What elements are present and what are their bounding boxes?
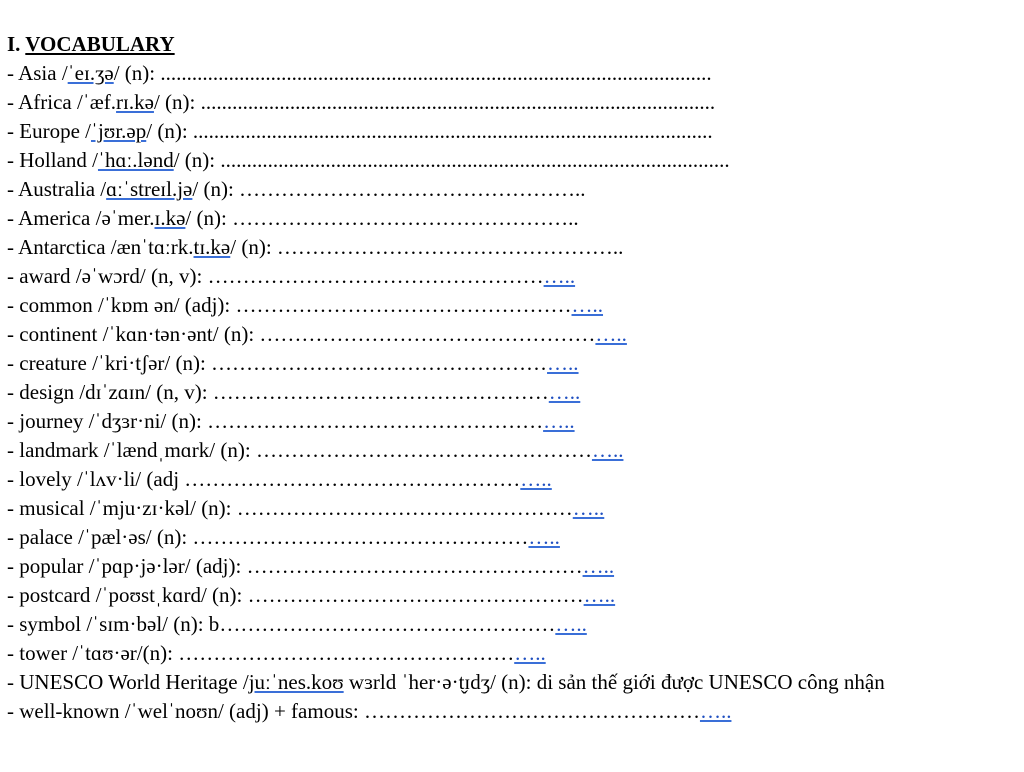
section-heading — [7, 30, 997, 59]
entry-dots-underlined: ….. — [595, 322, 627, 346]
entry-text: - Holland / — [7, 148, 98, 172]
vocabulary-entry — [7, 378, 997, 407]
entry-dots: ………………………………………… — [363, 699, 700, 723]
vocabulary-entry — [7, 552, 997, 581]
vocabulary-entry — [7, 59, 997, 88]
vocabulary-entry — [7, 639, 997, 668]
entry-dots: ………………………………………… — [247, 583, 584, 607]
vocabulary-entry — [7, 349, 997, 378]
vocabulary-entry — [7, 407, 997, 436]
entry-text: - journey /ˈdʒɜr·ni/ (n): — [7, 409, 208, 433]
entry-dots: ………………………………………… — [219, 612, 556, 636]
entry-dots: ………………………………………… — [184, 467, 521, 491]
entry-dots: ………………………………………… — [235, 293, 572, 317]
entry-text: - creature /ˈkri·tʃər/ (n): — [7, 351, 212, 375]
vocabulary-entry — [7, 146, 997, 175]
vocabulary-entry — [7, 175, 997, 204]
entry-dots-underlined: ….. — [543, 409, 575, 433]
entry-text: - postcard /ˈpoʊstˌkɑrd/ (n): — [7, 583, 248, 607]
entry-dots: ………………………………………….. — [239, 177, 586, 201]
entry-dots: ………………………………………… — [192, 525, 529, 549]
entry-dots: ………………………………………….. — [232, 206, 579, 230]
entry-ipa-underlined: juːˈnes.koʊ — [248, 670, 344, 694]
entry-text: - America /əˈmer. — [7, 206, 155, 230]
entry-text-rest: / (n): — [146, 119, 193, 143]
entry-ipa-underlined: rɪ.kə — [116, 90, 154, 114]
entry-text: - musical /ˈmju·zɪ·kəl/ (n): — [7, 496, 237, 520]
entry-dots-underlined: ….. — [582, 554, 615, 578]
entry-dots-underlined: ….. — [543, 264, 576, 288]
vocabulary-entry — [7, 320, 997, 349]
vocabulary-entry — [7, 204, 997, 233]
entry-dots-underlined: ….. — [520, 467, 552, 491]
vocabulary-entry — [7, 291, 997, 320]
entry-ipa-underlined: ɑːˈstreɪl.jə — [106, 177, 193, 201]
entry-text-rest: / (n): — [185, 206, 233, 230]
entry-text: - symbol /ˈsɪm·bəl/ (n): b — [7, 612, 220, 636]
entry-dots: ………………………………………… — [259, 322, 596, 346]
entry-text: - palace /ˈpæl·əs/ (n): — [7, 525, 193, 549]
entry-dots: ………………………………………… — [212, 380, 549, 404]
entry-dots: ………………………………………….. — [276, 235, 624, 259]
entry-text: - Antarctica /ænˈtɑːrk. — [7, 235, 194, 259]
entry-dots: ………………………………………… — [211, 351, 548, 375]
entry-text: - Australia / — [7, 177, 107, 201]
entry-text: - tower /ˈtɑʊ·ər/(n): — [7, 641, 179, 665]
vocabulary-entry — [7, 581, 997, 610]
entry-text: - continent /ˈkɑn·tən·ənt/ (n): — [7, 322, 260, 346]
entry-dots-underlined: ….. — [528, 525, 560, 549]
entry-text: - Africa /ˈæf. — [7, 90, 117, 114]
vocabulary-entry — [7, 610, 997, 639]
entry-text: - design /dɪˈzɑɪn/ (n, v): — [7, 380, 213, 404]
vocabulary-entry — [7, 523, 997, 552]
vocabulary-entry — [7, 88, 997, 117]
entry-dots-underlined: ….. — [583, 583, 616, 607]
entry-dots: ………………………………………… — [178, 641, 515, 665]
entry-text: - lovely /ˈlʌv·li/ (adj — [7, 467, 185, 491]
entry-text: - Asia / — [7, 61, 68, 85]
entry-text: - landmark /ˈlændˌmɑrk/ (n): — [7, 438, 256, 462]
entry-text-rest: / (n): — [173, 148, 221, 172]
vocabulary-document — [7, 30, 997, 726]
vocabulary-entry — [7, 233, 997, 262]
entry-text: - popular /ˈpɑp·jə·lər/ (adj): — [7, 554, 247, 578]
entry-ipa-underlined: ɪ.kə — [154, 206, 186, 230]
entry-dots: ………………………………………… — [246, 554, 583, 578]
entry-ipa-underlined: ˈhɑː.lənd — [97, 148, 174, 172]
entry-dots: ………………………………………… — [207, 264, 544, 288]
vocabulary-list — [7, 59, 997, 668]
entry-dots: ………………………………………… — [207, 409, 544, 433]
entry-dots: ......................................................................................................... — [160, 61, 712, 85]
entry-dots-underlined: ….. — [699, 699, 732, 723]
entry-dots-underlined: ….. — [591, 438, 624, 462]
entry-dots-underlined: ….. — [514, 641, 546, 665]
section-number: I. — [7, 32, 26, 56]
entry-dots: ………………………………………… — [236, 496, 573, 520]
vocabulary-entry — [7, 262, 997, 291]
entry-dots: ………………………………………… — [255, 438, 592, 462]
vocabulary-entry-well-known — [7, 697, 997, 726]
entry-dots-underlined: ….. — [547, 351, 579, 375]
entry-text: - UNESCO World Heritage / — [7, 670, 249, 694]
vocabulary-entry — [7, 494, 997, 523]
entry-text: - common /ˈkɒm ən/ (adj): — [7, 293, 236, 317]
entry-dots: .................................................................................................. — [200, 90, 716, 114]
vocabulary-entry — [7, 436, 997, 465]
vocabulary-entry — [7, 465, 997, 494]
entry-ipa-underlined: ˈeɪ.ʒə — [67, 61, 114, 85]
entry-text-rest: wɜrld ˈher·ə·t̬ɪdʒ/ (n): di sản thế giới được UNESCO công nhận — [343, 670, 885, 694]
entry-text-rest: / (n): — [113, 61, 161, 85]
entry-text-rest: / (n): — [192, 177, 240, 201]
entry-ipa-underlined: ˈjʊr.əp — [90, 119, 147, 143]
entry-text-rest: / (n): — [230, 235, 277, 259]
entry-dots-underlined: ….. — [548, 380, 581, 404]
entry-dots-underlined: ….. — [572, 496, 605, 520]
entry-dots-underlined: ….. — [555, 612, 587, 636]
entry-dots-underlined: ….. — [571, 293, 604, 317]
entry-text: - Europe / — [7, 119, 91, 143]
entry-dots: ................................................................................................. — [220, 148, 730, 172]
entry-text-rest: / (n): — [153, 90, 201, 114]
entry-dots: ................................................................................................... — [192, 119, 713, 143]
entry-text: - award /əˈwɔrd/ (n, v): — [7, 264, 208, 288]
entry-text: - well-known /ˈwelˈnoʊn/ (adj) + famous: — [7, 699, 364, 723]
vocabulary-entry-unesco — [7, 668, 997, 697]
section-title: VOCABULARY — [25, 32, 175, 56]
entry-ipa-underlined: tɪ.kə — [193, 235, 231, 259]
vocabulary-entry — [7, 117, 997, 146]
